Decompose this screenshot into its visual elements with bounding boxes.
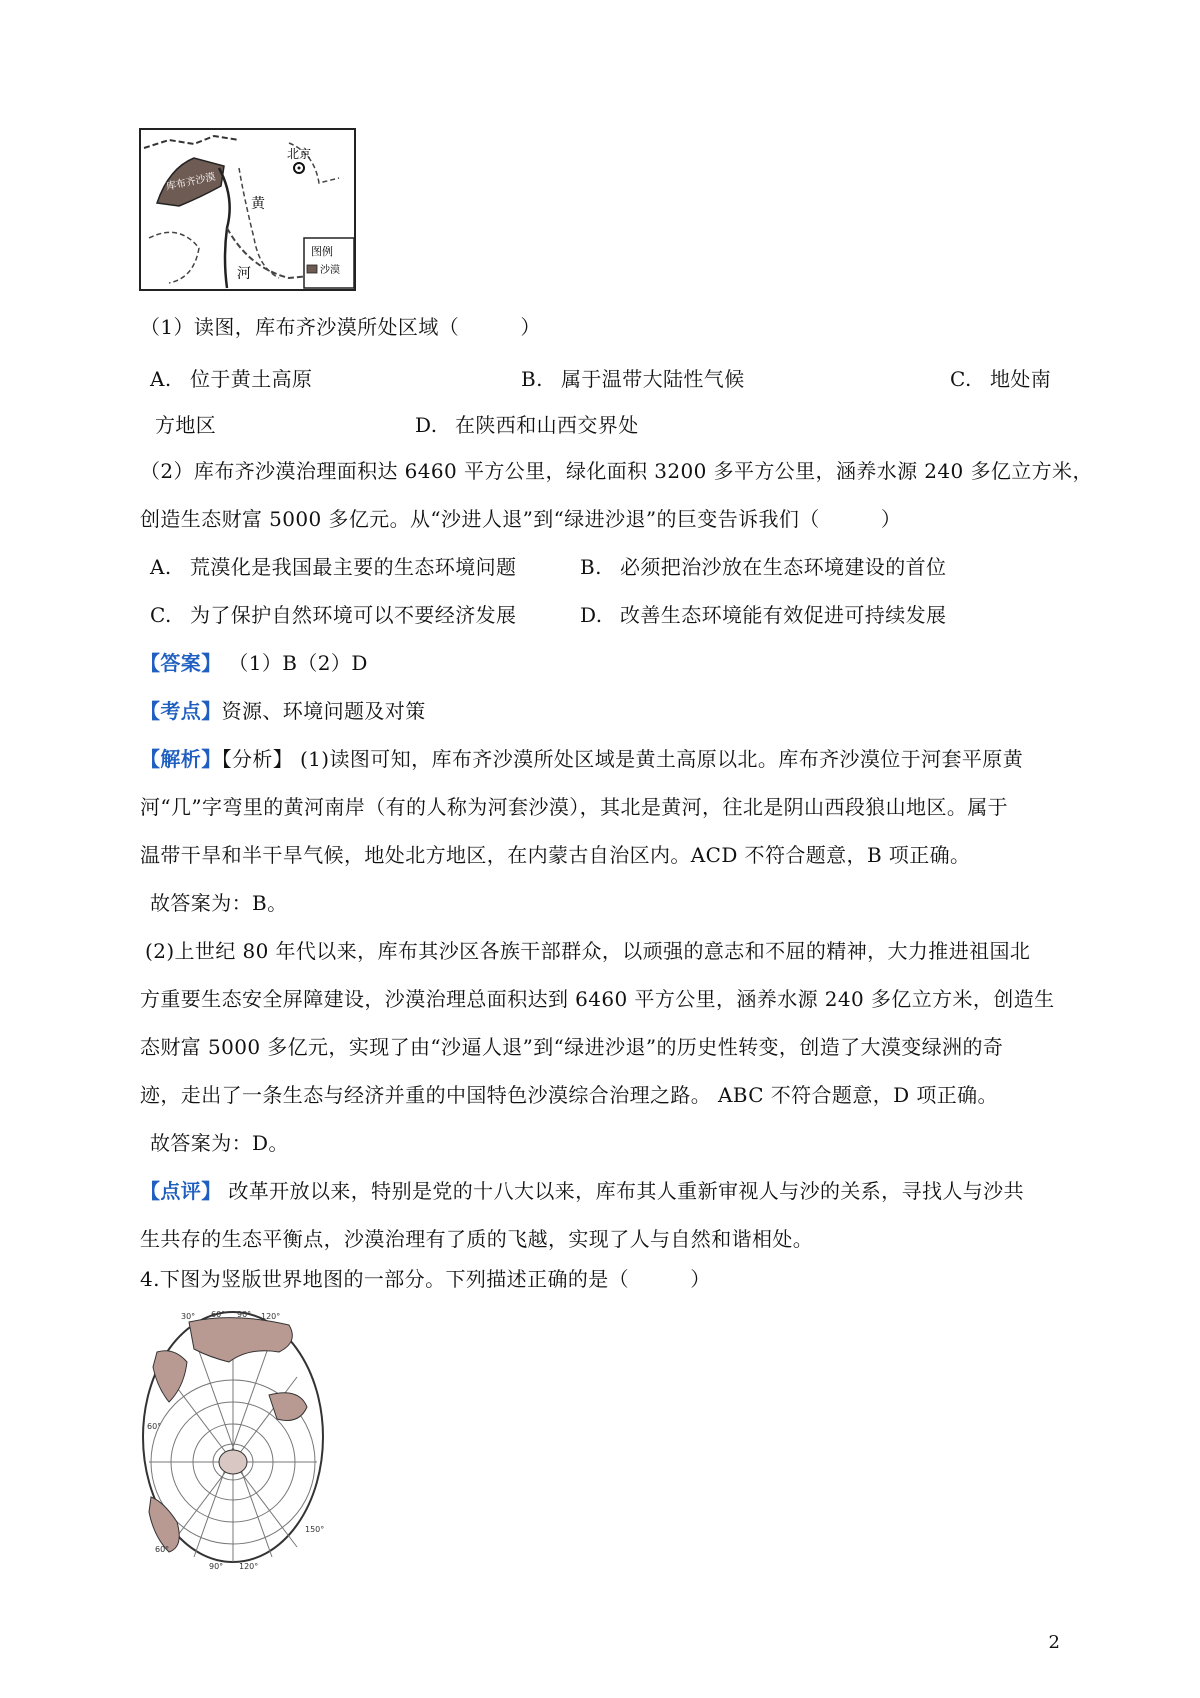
analysis-tag: 【解析】 [140,747,222,771]
option-text: 在陕西和山西交界处 [455,413,639,437]
point-tag: 【考点】 [140,699,222,723]
q2-option-a [150,553,516,581]
analysis-line-1 [140,745,1023,773]
comment-text: 改革开放以来，特别是党的十八大以来，库布其人重新审视人与沙的关系，寻找人与沙共 [221,1179,1024,1203]
map2-label: 60° [155,1545,170,1554]
option-text: 荒漠化是我国最主要的生态环境问题 [190,555,517,579]
map2-label: 90° [237,1310,252,1319]
option-text: 位于黄土高原 [190,367,313,391]
label-he: 河 [237,266,251,282]
map-figure [139,128,356,291]
analysis-line-7: 态财富 5000 多亿元，实现了由“沙逼人退”到“绿进沙退”的历史性转变，创造了大漠变绿洲的奇 [140,1035,1004,1059]
q2-stem-line1: （2）库布齐沙漠治理面积达 6460 平方公里，绿化面积 3200 多平方公里，涵养水源 240 多亿立方米， [140,459,1093,483]
option-text: 地处南 [990,367,1052,391]
page-number: 2 [1048,1632,1060,1653]
q1-option-a [150,365,312,393]
analysis-line-6: 方重要生态安全屏障建设，沙漠治理总面积达到 6460 平方公里，涵养水源 240 多亿立方米，创造生 [140,987,1055,1011]
analysis-line-9: 故答案为：D。 [150,1131,289,1155]
q2-stem-line2: 创造生态财富 5000 多亿元。从“沙进人退”到“绿进沙退”的巨变告诉我们（ ） [140,507,902,531]
map2-label: 90° [209,1562,224,1571]
analysis-line-8: 迹，走出了一条生态与经济并重的中国特色沙漠综合治理之路。 ABC 不符合题意，D 项正确。 [140,1083,998,1107]
comment-tag: 【点评】 [140,1179,222,1203]
q1-stem: （1）读图，库布齐沙漠所处区域（ ） [140,315,541,339]
analysis-line-5: (2)上世纪 80 年代以来，库布其沙区各族干部群众，以顽强的意志和不屈的精神，大力推进祖国北 [145,939,1031,963]
map2-label: 30° [181,1312,196,1321]
answer-text: （1）B（2）D [221,651,368,675]
map2-label: 60° [147,1422,162,1431]
option-text: 改善生态环境能有效促进可持续发展 [620,603,947,627]
analysis-line-2: 河“几”字弯里的黄河南岸（有的人称为河套沙漠），其北是黄河，往北是阴山西段狼山地区。属于 [140,795,1009,819]
kubuqi-desert-map [139,128,356,291]
q1-option-b [521,365,745,393]
answer-line [140,649,368,677]
q2-option-b [580,553,946,581]
option-letter: C. [150,603,172,627]
option-text: 必须把治沙放在生态环境建设的首位 [620,555,947,579]
world-map-vertical [139,1307,327,1572]
map2-label: 120° [239,1562,259,1571]
q2-option-d [580,601,946,629]
option-letter: A. [150,555,172,579]
comment-line-1 [140,1177,1024,1205]
point-line [140,697,426,725]
point-text: 资源、环境问题及对策 [221,699,426,723]
map2-label: 120° [261,1312,281,1321]
option-letter: D. [580,603,603,627]
answer-tag: 【答案】 [140,651,222,675]
analysis-text: 【分析】 (1)读图可知，库布齐沙漠所处区域是黄土高原以北。库布齐沙漠位于河套平原黄 [221,747,1024,771]
comment-line-2: 生共存的生态平衡点，沙漠治理有了质的飞越，实现了人与自然和谐相处。 [140,1227,814,1251]
map2-label: 150° [305,1525,325,1534]
q1-option-d [415,411,639,439]
option-letter: B. [580,555,602,579]
legend-item: 沙漠 [320,265,340,276]
q1-option-c [950,365,1051,393]
option-letter: D. [415,413,438,437]
legend-swatch [307,265,317,273]
option-text: 属于温带大陆性气候 [561,367,745,391]
label-desert: 库布齐沙漠 [165,171,217,193]
option-letter: A. [150,367,172,391]
legend-title: 图例 [311,245,333,258]
option-letter: C. [950,367,972,391]
analysis-line-4: 故答案为：B。 [150,891,288,915]
label-huang: 黄 [251,196,265,212]
map2-label: 60° [211,1310,226,1319]
option-text: 为了保护自然环境可以不要经济发展 [190,603,517,627]
label-beijing: 北京 [287,147,312,161]
q1-option-c-cont: 方地区 [155,413,217,437]
option-letter: B. [521,367,543,391]
q4-stem: 4.下图为竖版世界地图的一部分。下列描述正确的是（ ） [140,1267,711,1291]
world-map-figure [139,1307,327,1572]
q2-option-c [150,601,516,629]
analysis-line-3: 温带干旱和半干旱气候，地处北方地区，在内蒙古自治区内。ACD 不符合题意，B 项正确。 [140,843,971,867]
